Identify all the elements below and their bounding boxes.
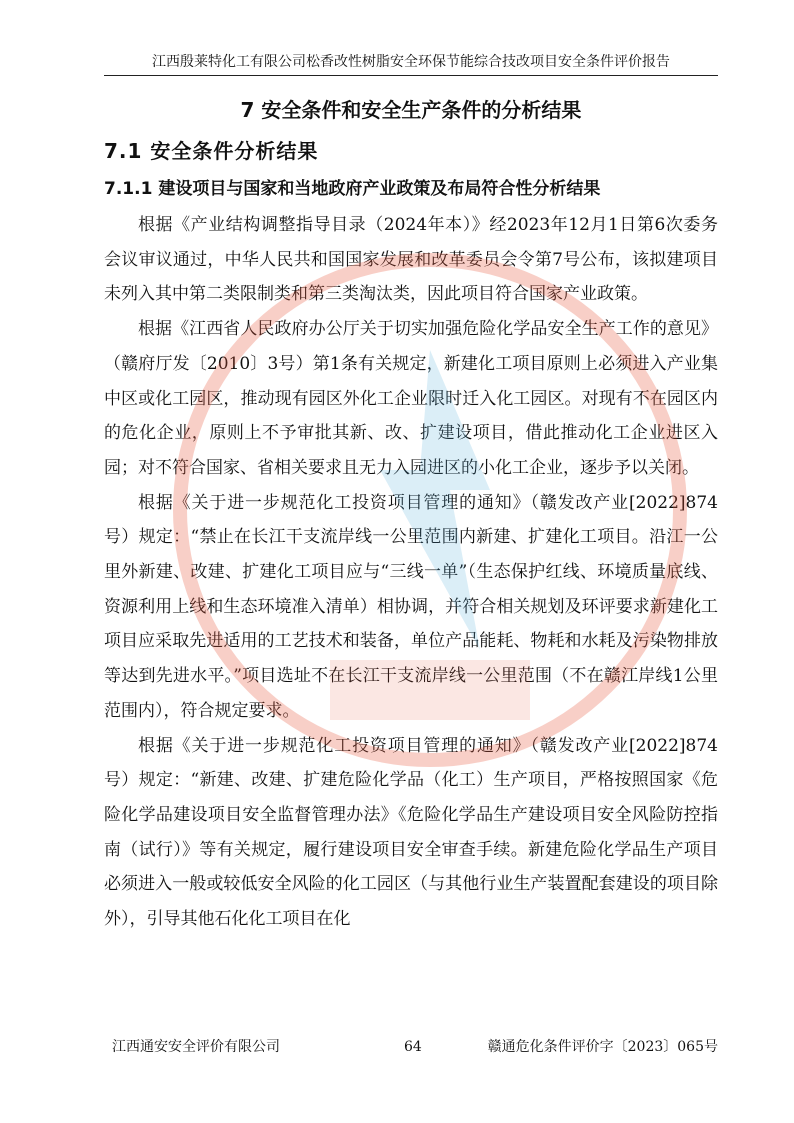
header-text: 江西殷莱特化工有限公司松香改性树脂安全环保节能综合技改项目安全条件评价报告 bbox=[152, 54, 670, 70]
body-text bbox=[104, 208, 718, 937]
paragraph-2: 根据《江西省人民政府办公厅关于切实加强危险化学品安全生产工作的意见》（赣府厅发〔2010〕3号）第1条有关规定，新建化工项目原则上必须进入产业集中区或化工园区，推动现有园区外化工企业限时迁入化工园区。对现有不在园区内的危化企业，原则上不予审批其新、改、扩建设项目，借此推动化工企业进区入园；对不符合国家、省相关要求且无力入园进区的小化工企业，逐步予以关闭。 bbox=[104, 319, 718, 478]
chapter-title: 7 安全条件和安全生产条件的分析结果 bbox=[240, 98, 582, 122]
footer-doc-number: 赣通危化条件评价字〔2023〕065号 bbox=[487, 1039, 718, 1055]
footer-company: 江西通安安全评价有限公司 bbox=[112, 1039, 280, 1055]
paragraph-3: 根据《关于进一步规范化工投资项目管理的通知》（赣发改产业[2022]874号）规定：“禁止在长江干支流岸线一公里范围内新建、扩建化工项目。沿江一公里外新建、改建、扩建化工项目应与“三线一单”（生态保护红线、环境质量底线、资源利用上线和生态环境准入清单）相协调，并符合相关规划及环评要求新建化工项目应采取先进适用的工艺技术和装备，单位产品能耗、物耗和水耗及污染物排放等达到先进水平。”项目选址不在长江干支流岸线一公里范围（不在赣江岸线1公里范围内），符合规定要求。 bbox=[104, 492, 718, 721]
page-number: 64 bbox=[404, 1039, 422, 1055]
running-header bbox=[104, 52, 718, 76]
section-heading: 7.1 安全条件分析结果 bbox=[104, 139, 319, 163]
paragraph-4: 根据《关于进一步规范化工投资项目管理的通知》（赣发改产业[2022]874号）规定：“新建、改建、扩建危险化学品（化工）生产项目，严格按照国家《危险化学品建设项目安全监督管理办法》《危险化学品生产建设项目安全风险防控指南（试行）》等有关规定，履行建设项目安全审查手续。新建危险化学品生产项目必须进入一般或较低安全风险的化工园区（与其他行业生产装置配套建设的项目除外），引导其他石化化工项目在化 bbox=[104, 735, 718, 930]
subsection-heading: 7.1.1 建设项目与国家和当地政府产业政策及布局符合性分析结果 bbox=[104, 179, 601, 199]
paragraph-1: 根据《产业结构调整指导目录（2024年本）》经2023年12月1日第6次委务会议审议通过，中华人民共和国国家发展和改革委员会令第7号公布，该拟建项目未列入其中第二类限制类和第三类淘汰类，因此项目符合国家产业政策。 bbox=[104, 215, 718, 305]
